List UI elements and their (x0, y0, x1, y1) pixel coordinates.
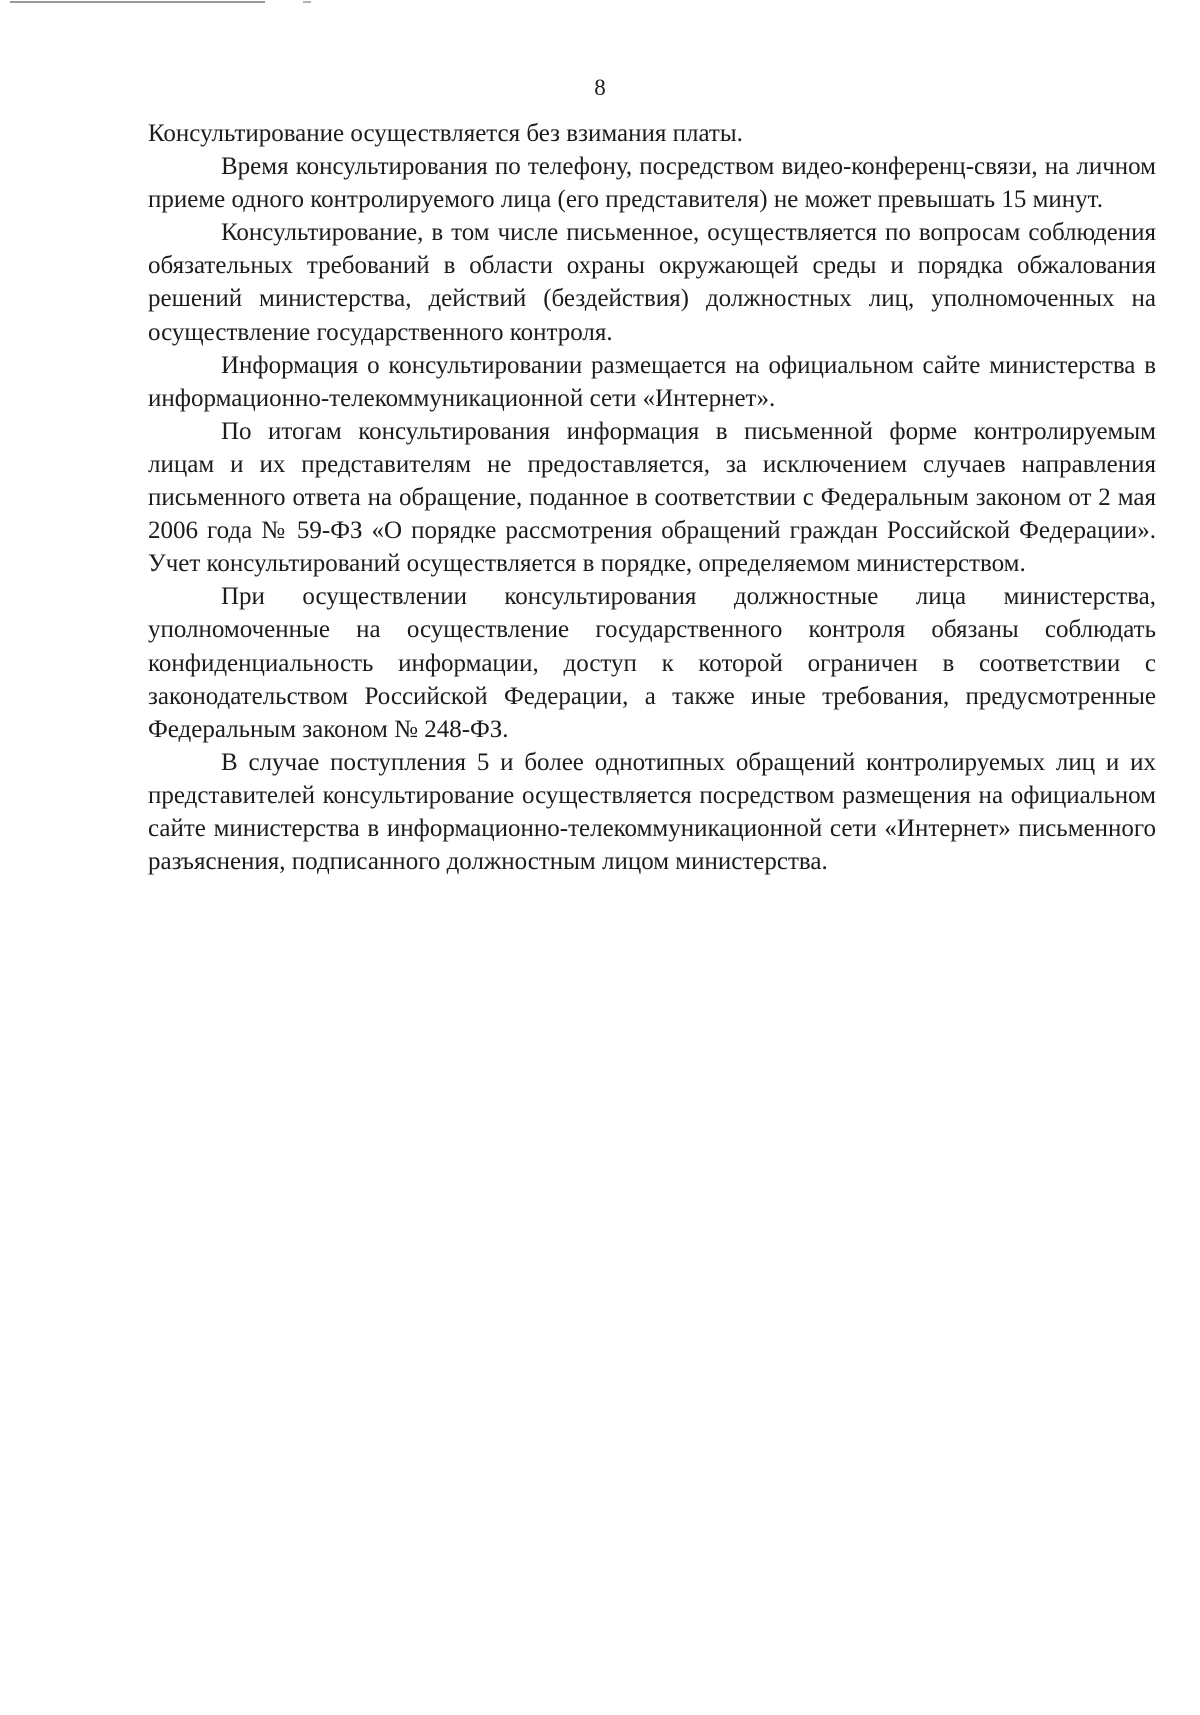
scan-edge-mark (303, 1, 311, 3)
paragraph-consultation-info: Информация о консультировании размещается на официальном сайте министерства в информационно-телекоммуникационной сети «Интернет». (148, 351, 1156, 412)
document-body (148, 117, 1156, 878)
paragraph-written-answers: По итогам консультирования информация в письменной форме контролируемым лицам и их представителям не предоставляется, за исключением случаев направления письменного ответа на обращение, поданное в соответствии с Федеральным законом от 2 мая 2006 года № 59-ФЗ «О порядке рассмотрения обращений граждан Российской Федерации». Учет консультирований осуществляется в порядке, определяемом министерством. (148, 417, 1156, 578)
paragraph-confidentiality: При осуществлении консультирования должностные лица министерства, уполномоченные на осуществление государственного контроля обязаны соблюдать конфиденциальность информации, доступ к которой ограничен в соответствии с законодательством Российской Федерации, а также иные требования, предусмотренные Федеральным законом № 248-ФЗ. (148, 583, 1156, 743)
paragraph-consultation-time: Время консультирования по телефону, посредством видео-конференц-связи, на личном приеме одного контролируемого лица (его представителя) не может превышать 15 минут. (148, 153, 1156, 214)
page-number: 8 (594, 75, 606, 100)
scan-edge-mark (10, 1, 265, 3)
paragraph-consultation-free: Консультирование осуществляется без взимания платы. (148, 120, 743, 147)
paragraph-bulk-requests: В случае поступления 5 и более однотипных обращений контролируемых лиц и их представителей консультирование осуществляется посредством размещения на официальном сайте министерства в информационно-телекоммуникационной сети «Интернет» письменного разъяснения, подписанного должностным лицом министерства. (148, 748, 1156, 876)
paragraph-consultation-topics: Консультирование, в том числе письменное, осуществляется по вопросам соблюдения обязательных требований в области охраны окружающей среды и порядка обжалования решений министерства, действий (бездействия) должностных лиц, уполномоченных на осуществление государственного контроля. (148, 219, 1156, 346)
